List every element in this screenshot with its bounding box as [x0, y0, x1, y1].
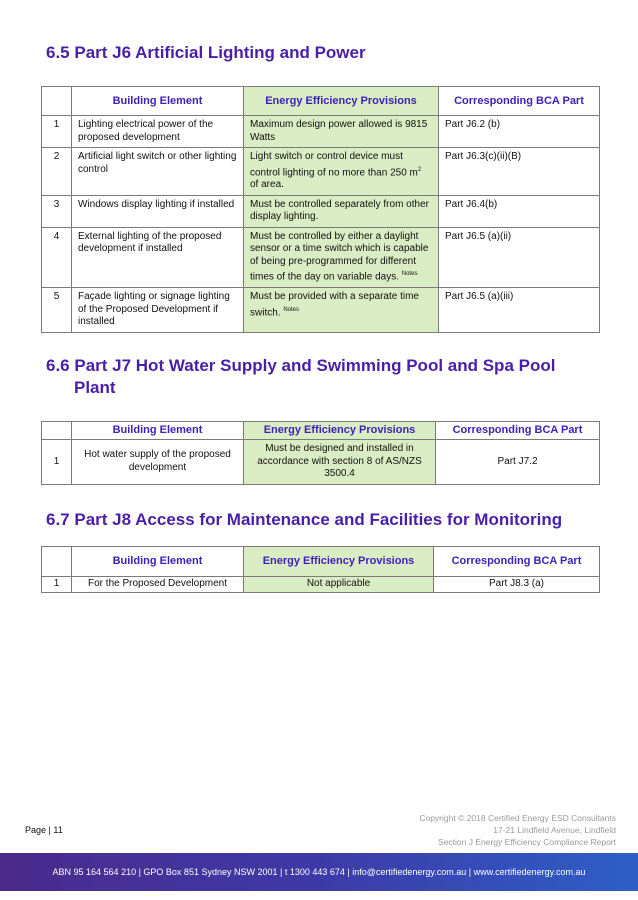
bca-part-cell: Part J6.5 (a)(ii): [439, 227, 600, 287]
building-element-cell: Lighting electrical power of the proposed development: [72, 116, 244, 148]
building-element-cell: Windows display lighting if installed: [72, 195, 244, 227]
copyright-text: Copyright © 2018 Certified Energy ESD Consultants: [419, 813, 616, 823]
header-bca-part: Corresponding BCA Part: [439, 87, 600, 116]
building-element-cell: External lighting of the proposed development if installed: [72, 227, 244, 287]
row-index: 1: [42, 440, 72, 485]
j6-table: [41, 86, 600, 333]
row-index: 5: [42, 288, 72, 333]
table-header-row: [42, 87, 600, 116]
table-row: [42, 288, 600, 333]
building-element-cell: Hot water supply of the proposed development: [72, 440, 244, 485]
table-row: [42, 227, 600, 287]
provision-cell: [244, 148, 439, 196]
table-row: [42, 577, 600, 593]
header-cell: [42, 87, 72, 116]
bca-part-cell: Part J6.3(c)(ii)(B): [439, 148, 600, 196]
section-j8-title: 6.7 Part J8 Access for Maintenance and Facilities for Monitoring: [46, 510, 563, 529]
table-header-row: [42, 422, 600, 440]
provision-cell: [244, 227, 439, 287]
row-index: 1: [42, 116, 72, 148]
header-energy-provisions: Energy Efficiency Provisions: [244, 422, 436, 440]
table-row: [42, 116, 600, 148]
section-j6-title: 6.5 Part J6 Artificial Lighting and Power: [46, 43, 366, 62]
bca-part-cell: Part J6.2 (b): [439, 116, 600, 148]
bca-part-cell: Part J7.2: [436, 440, 600, 485]
provision-cell: Must be designed and installed in accordance with section 8 of AS/NZS 3500.4: [244, 440, 436, 485]
building-element-cell: For the Proposed Development: [72, 577, 244, 593]
section-j7-title: [46, 355, 555, 399]
page-number: Page | 11: [25, 825, 63, 835]
provision-cell: Maximum design power allowed is 9815 Watts: [244, 116, 439, 148]
building-element-cell: Artificial light switch or other lighting control: [72, 148, 244, 196]
header-bca-part: Corresponding BCA Part: [436, 422, 600, 440]
section-j7-title-line1: 6.6 Part J7 Hot Water Supply and Swimming Pool and Spa Pool: [46, 356, 556, 375]
row-index: 2: [42, 148, 72, 196]
header-cell: [42, 547, 72, 577]
row-index: 3: [42, 195, 72, 227]
header-building-element: Building Element: [72, 547, 244, 577]
building-element-cell: Façade lighting or signage lighting of the Proposed Development if installed: [72, 288, 244, 333]
header-building-element: Building Element: [72, 87, 244, 116]
table-header-row: [42, 547, 600, 577]
provision-cell: Must be controlled separately from other display lighting.: [244, 195, 439, 227]
row-index: 1: [42, 577, 72, 593]
bca-part-cell: Part J8.3 (a): [434, 577, 600, 593]
notes-marker: Notes: [283, 306, 300, 313]
provision-text: Must be provided with a separate time switch.: [250, 291, 419, 318]
section-j7-title-line2: Plant: [74, 378, 116, 397]
provision-text-end: of area.: [250, 179, 284, 191]
j7-table: [41, 421, 600, 485]
header-energy-provisions: Energy Efficiency Provisions: [244, 87, 439, 116]
address-text: 17-21 Lindfield Avenue, Lindfield: [493, 825, 616, 835]
row-index: 4: [42, 227, 72, 287]
notes-marker: Notes: [401, 271, 418, 278]
report-title-text: Section J Energy Efficiency Compliance Report: [438, 837, 616, 847]
table-row: [42, 195, 600, 227]
provision-text: Light switch or control device must control lighting of no more than 250 m: [250, 151, 418, 178]
provision-cell: [244, 288, 439, 333]
bca-part-cell: Part J6.4(b): [439, 195, 600, 227]
table-row: [42, 148, 600, 196]
contact-bar: ABN 95 164 564 210 | GPO Box 851 Sydney NSW 2001 | t 1300 443 674 | info@certifiedenergy.com.au | www.certifiedenergy.com.au: [0, 853, 638, 891]
provision-text: Must be controlled by either a daylight sensor or a time switch which is capable of being pre-programmed for different times of the day on variable days.: [250, 230, 429, 283]
header-energy-provisions: Energy Efficiency Provisions: [244, 547, 434, 577]
table-row: [42, 440, 600, 485]
header-building-element: Building Element: [72, 422, 244, 440]
superscript: 2: [417, 166, 422, 173]
j8-table: [41, 546, 600, 593]
header-bca-part: Corresponding BCA Part: [434, 547, 600, 577]
bca-part-cell: Part J6.5 (a)(iii): [439, 288, 600, 333]
header-cell: [42, 422, 72, 440]
footer-info: [419, 812, 616, 848]
provision-cell: Not applicable: [244, 577, 434, 593]
